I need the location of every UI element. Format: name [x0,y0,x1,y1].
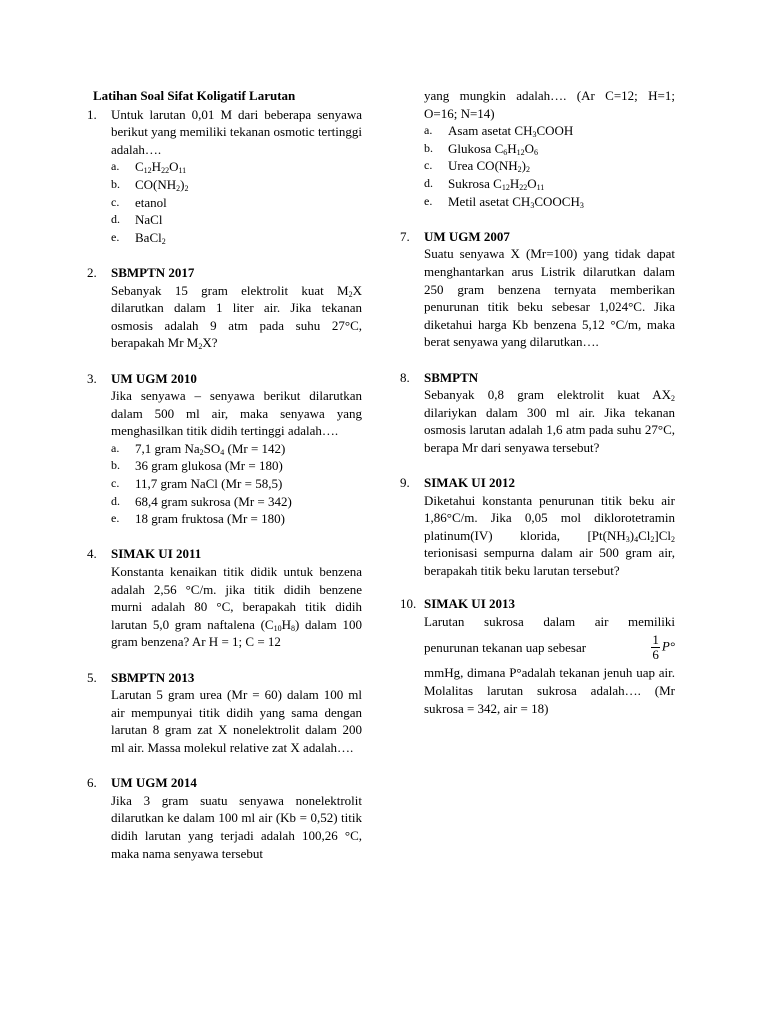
question-number: 6. [87,775,97,791]
question-stem-rest: mmHg, dimana P°adalah tekanan jenuh uap air. Molalitas larutan sukrosa adalah…. (Mr sukrosa = 342, air = 18) [424,665,675,716]
question-source: SIMAK UI 2011 [111,546,202,562]
question-5 [87,669,362,757]
question-stem-line-2 [424,630,675,664]
page-title: Latihan Soal Sifat Koligatif Larutan [93,88,296,103]
option-text: 18 gram fruktosa (Mr = 180) [135,511,285,527]
right-column [400,87,675,735]
question-number: 1. [87,106,97,122]
fraction-expression [649,633,675,662]
question-source: UM UGM 2007 [424,228,510,244]
option-list [111,440,362,528]
question-6-continued [400,87,675,210]
question-number: 7. [400,228,410,244]
option-list [424,122,675,210]
fraction-numerator: 1 [652,631,659,647]
question-stem-continued: yang mungkin adalah…. (Ar C=12; H=1; O=16; N=14) [424,88,675,121]
question-2 [87,264,362,352]
option-d: d. 68,4 gram sukrosa (Mr = 342) [111,493,292,509]
option-b: b. Glukosa $C_6H_{12}O_6$ [424,140,539,157]
question-stem: Untuk larutan 0,01 M dari beberapa senyawa berikut yang memiliki tekanan osmotic tertinggi adalah…. [111,106,362,157]
option-text: 36 gram glukosa (Mr = 180) [135,458,283,474]
option-text: BaCl$_2$ [135,229,166,246]
option-text: Asam asetat $CH_3COOH$ [448,123,574,140]
question-number: 4. [87,546,97,562]
pressure-symbol: P° [661,638,675,654]
question-source: UM UGM 2010 [111,370,197,386]
option-c: c. Urea $CO(NH_2)_2$ [424,158,531,175]
question-stem: Sebanyak 0,8 gram elektrolit kuat $AX_2$ dilariykan dalam 300 ml air. Jika tekanan osmosis larutan adalah 1,6 atm pada suhu 27°C, berapa Mr dari senyawa tersebut? [424,387,675,455]
question-number: 5. [87,669,97,685]
question-number: 8. [400,369,410,385]
question-stem: Diketahui konstanta penurunan titik beku air 1,86°C/m. Jika 0,05 mol diklorotetramin platinum(IV) klorida, $[Pt(NH_3)_4Cl_2]Cl_2$ terionisasi sempurna dalam air 500 gram air, berapakah titik beku larutan tersebut? [424,492,675,579]
option-text: etanol [135,194,167,210]
option-text: 11,7 gram NaCl (Mr = 58,5) [135,476,283,492]
left-column [87,87,362,880]
question-number: 3. [87,370,97,386]
question-number: 2. [87,264,97,280]
option-d: d. NaCl [111,212,163,228]
question-number: 10. [400,596,417,612]
question-source: SBMPTN [424,369,479,385]
question-1 [87,106,362,247]
option-text: 68,4 gram sukrosa (Mr = 342) [135,493,292,509]
fraction [651,633,660,662]
question-source: SIMAK UI 2013 [424,596,516,612]
option-b: b. 36 gram glukosa (Mr = 180) [111,458,283,474]
question-9 [400,474,675,580]
option-e: e. Metil asetat $CH_3COOCH_3$ [424,193,584,210]
question-source: SBMPTN 2017 [111,264,195,280]
option-c: c. 11,7 gram NaCl (Mr = 58,5) [111,476,283,492]
question-8 [400,369,675,457]
option-e: e. BaCl$_2$ [111,229,166,246]
option-text: Metil asetat $CH_3COOCH_3$ [448,193,584,210]
option-text: Urea $CO(NH_2)_2$ [448,158,531,175]
question-stem: Konstanta kenaikan titik didik untuk benzena adalah 2,56 °C/m. jika titik didih benzene murni adalah 80 °C, berapakah titik didih larutan 5,0 gram naftalena $(C_{10}H_8)$ dalam 100 gram benzena? Ar H = 1; C = 12 [111,564,363,650]
question-stem-line-1: Larutan sukrosa dalam air memiliki [424,613,675,629]
question-7 [400,228,675,351]
question-6 [87,774,362,862]
option-a: a. $C_{12}H_{22}O_{11}$ [111,159,187,176]
option-text: Sukrosa $C_{12}H_{22}O_{11}$ [448,175,545,192]
stem-text: penurunan tekanan uap sebesar [424,639,587,655]
option-text: $C_{12}H_{22}O_{11}$ [135,159,187,176]
option-text: $CO(NH_2)_2$ [135,176,189,193]
question-source: SIMAK UI 2012 [424,475,516,491]
question-source: SBMPTN 2013 [111,669,195,685]
option-list [111,158,362,246]
option-e: e. 18 gram fruktosa (Mr = 180) [111,511,285,527]
option-a: a. Asam asetat $CH_3COOH$ [424,123,574,140]
question-3 [87,370,362,528]
question-4 [87,545,362,651]
option-c: c. etanol [111,194,167,210]
option-a: a. 7,1 gram $Na_2SO_4$ (Mr = 142) [111,440,286,457]
question-stem: Larutan 5 gram urea (Mr = 60) dalam 100 ml air mempunyai titik didih yang sama dengan larutan 8 gram zat X nonelektrolit dalam 200 ml air. Massa molekul relative zat X adalah…. [111,687,362,755]
question-stem: Suatu senyawa X (Mr=100) yang tidak dapat menghantarkan arus Listrik dilarutkan dalam 250 gram benzena ternyata memberikan penurunan titik beku sebesar 1,024°C. Jika diketahui harga Kb benzena 5,12 °C/m, maka berat senyawa yang dilarutkan…. [424,246,675,350]
option-text: NaCl [135,212,163,228]
option-d: d. Sukrosa $C_{12}H_{22}O_{11}$ [424,175,545,192]
option-text: Glukosa $C_6H_{12}O_6$ [448,140,539,157]
question-stem: Jika senyawa – senyawa berikut dilarutkan dalam 500 ml air, maka senyawa yang menghasilkan titik didih tertinggi adalah…. [111,388,362,439]
question-stem: Jika 3 gram suatu senyawa nonelektrolit dilarutkan ke dalam 100 ml air (Kb = 0,52) titik didih larutan yang terjadi adalah 100,26 °C, maka nama senyawa tersebut [111,792,362,861]
fraction-denominator: 6 [652,646,659,662]
question-number: 9. [400,475,410,491]
option-text: 7,1 gram $Na_2SO_4$ (Mr = 142) [135,440,286,457]
question-stem: Sebanyak 15 gram elektrolit kuat $M_2X$ dilarutkan dalam 1 liter air. Jika tekanan osmosis adalah 9 atm pada suhu 27°C, berapakah Mr $M_2X$? [111,282,362,352]
option-b: b. $CO(NH_2)_2$ [111,176,189,193]
question-source: UM UGM 2014 [111,775,197,791]
question-10 [400,595,675,717]
